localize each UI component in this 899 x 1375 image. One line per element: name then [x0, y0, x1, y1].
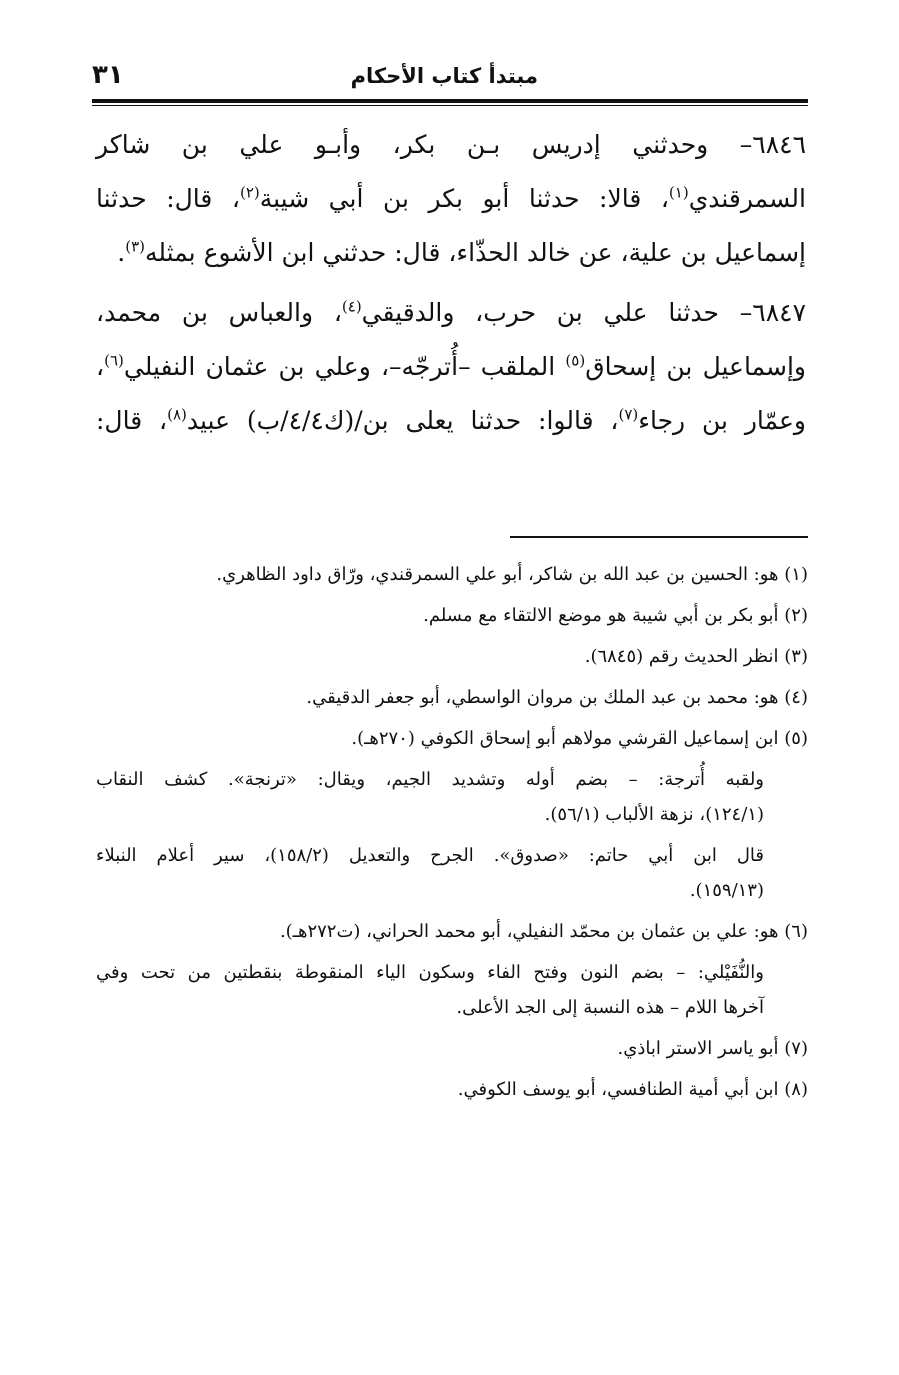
- header-rule-thin: [92, 105, 808, 106]
- footnote-ref: (٧): [618, 405, 639, 424]
- text-line: إسماعيل بن علية، عن خالد الحذّاء، قال: حدثني ابن الأشوع بمثله$^{(٣)}$.: [117, 237, 806, 267]
- text-line: وإسماعيل بن إسحاق$^{(٥)}$ الملقب –أُترجّه–، وعلي بن عثمان النفيلي$^{(٦)}$،: [96, 351, 806, 381]
- footnote-separator: [510, 536, 808, 538]
- text-line: ٦٨٤٦– وحدثني إدريس بـن بكر، وأبـو علي بن شاكر: [96, 130, 806, 159]
- footnote-ref: (٢): [239, 183, 260, 202]
- page-number: ٣١: [92, 60, 124, 90]
- footnote-ref: (٤): [341, 297, 362, 316]
- footnotes: [96, 557, 808, 1113]
- footnote-ref: (٦): [104, 351, 124, 370]
- footnote-7: (٧) أبو ياسر الاستر اباذي.: [617, 1038, 808, 1059]
- footnote-6-nisba: والنُّفَيْلي: – بضم النون وفتح الفاء وسكون الياء المنقوطة بنقطتين من تحت وفي آخرها اللام – هذه النسبة إلى الجد الأعلى.: [96, 962, 764, 1018]
- running-title: مبتدأ كتاب الأحكام: [350, 64, 538, 88]
- footnote-ref: (١): [668, 183, 689, 202]
- text-line: السمرقندي$^{(١)}$، قالا: حدثنا أبو بكر بن أبي شيبة$^{(٢)}$، قال: حدثنا: [96, 183, 806, 213]
- footnote-1: (١) هو: الحسين بن عبد الله بن شاكر، أبو علي السمرقندي، ورّاق داود الظاهري.: [216, 564, 808, 585]
- header-rule-thick: [92, 99, 808, 103]
- footnote-5-grading: قال ابن أبي حاتم: «صدوق». الجرح والتعديل (١٥٨/٢)، سير أعلام النبلاء (١٥٩/١٣).: [96, 845, 764, 901]
- main-text: [96, 118, 806, 454]
- footnote-2: (٢) أبو بكر بن أبي شيبة هو موضع الالتقاء مع مسلم.: [423, 605, 808, 626]
- footnote-4: (٤) هو: محمد بن عبد الملك بن مروان الواسطي، أبو جعفر الدقيقي.: [306, 687, 808, 708]
- footnote-ref: (٨): [167, 405, 187, 424]
- page-header: [92, 58, 808, 98]
- footnote-ref: (٥): [565, 351, 586, 370]
- footnote-5-laqab: ولقبه أُترجة: – بضم أوله وتشديد الجيم، ويقال: «ترنجة». كشف النقاب (١٢٤/١)، نزهة الألباب (٥٦/١).: [96, 769, 764, 825]
- hadith-6846: [96, 118, 806, 280]
- footnote-6: (٦) هو: علي بن عثمان بن محمّد النفيلي، أبو محمد الحراني، (ت٢٧٢هـ).: [279, 921, 808, 942]
- footnote-8: (٨) ابن أبي أمية الطنافسي، أبو يوسف الكوفي.: [457, 1079, 808, 1100]
- footnote-3: (٣) انظر الحديث رقم (٦٨٤٥).: [584, 646, 808, 667]
- hadith-6847: [96, 286, 806, 448]
- text-line: ٦٨٤٧– حدثنا علي بن حرب، والدقيقي$^{(٤)}$، والعباس بن محمد،: [96, 297, 806, 327]
- text-line: وعمّار بن رجاء$^{(٧)}$، قالوا: حدثنا يعلى بن/(ك٤/٤/ب) عبيد$^{(٨)}$، قال:: [96, 405, 806, 435]
- footnote-5: (٥) ابن إسماعيل القرشي مولاهم أبو إسحاق الكوفي (٢٧٠هـ).: [351, 728, 808, 749]
- footnote-ref: (٣): [125, 237, 145, 256]
